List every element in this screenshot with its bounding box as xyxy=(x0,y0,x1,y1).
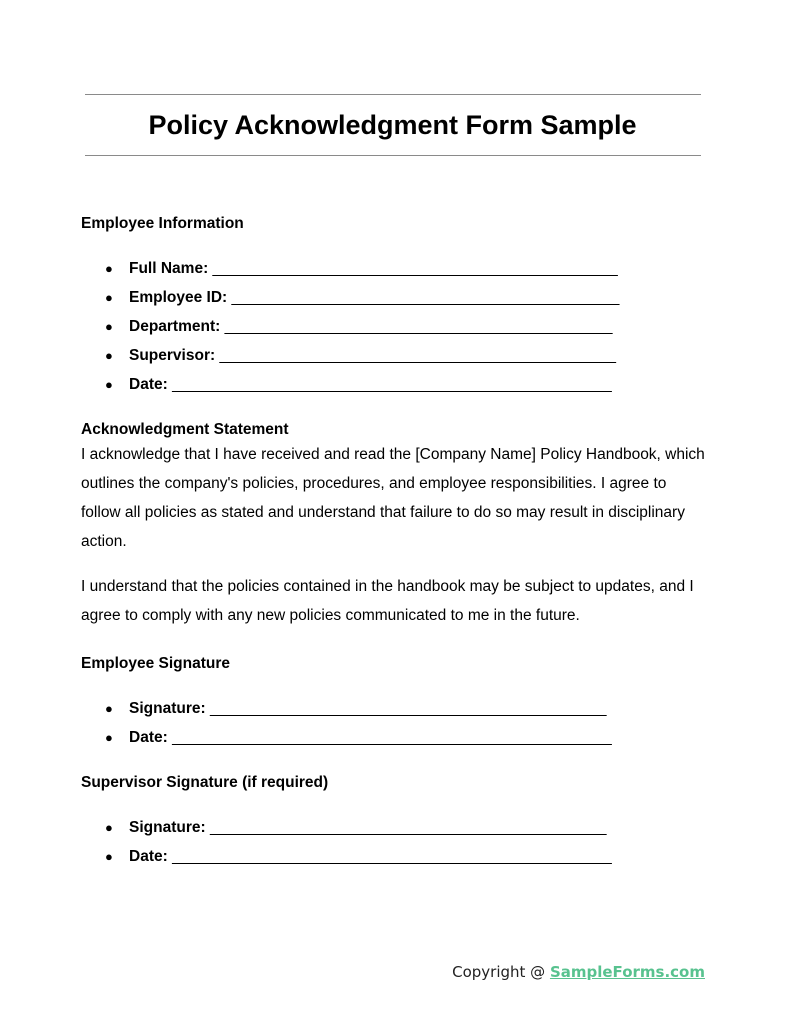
field-label-department: Department: xyxy=(129,318,221,335)
employee-signature-date-blank[interactable]: ___________________________________________________ xyxy=(172,729,612,746)
employee-signature-list xyxy=(81,694,711,752)
list-item[interactable] xyxy=(81,813,711,842)
field-label-date: Date: xyxy=(129,729,168,746)
supervisor-signature-blank[interactable]: ______________________________________________ xyxy=(209,819,607,836)
supervisor-signature-date-blank[interactable]: ___________________________________________________ xyxy=(172,848,612,865)
bullet-icon: ● xyxy=(105,849,113,864)
supervisor-signature-list xyxy=(81,813,711,871)
employee-id-blank[interactable]: _____________________________________________ xyxy=(231,289,620,306)
supervisor-blank[interactable]: ______________________________________________ xyxy=(219,347,616,364)
bullet-icon: ● xyxy=(105,319,113,334)
employee-signature-blank[interactable]: ______________________________________________ xyxy=(209,700,607,717)
bullet-icon: ● xyxy=(105,348,113,363)
list-item[interactable] xyxy=(81,694,711,723)
acknowledgment-paragraph-2: I understand that the policies contained in the handbook may be subject to updates, and I agree to comply with any new policies communicated to me in the future. xyxy=(81,578,694,624)
field-label-full-name: Full Name: xyxy=(129,260,209,277)
list-item[interactable] xyxy=(81,283,711,312)
field-label-signature: Signature: xyxy=(129,819,206,836)
supervisor-signature-section xyxy=(81,773,711,871)
title-top-divider xyxy=(85,94,701,95)
bullet-icon: ● xyxy=(105,701,113,716)
employee-information-section xyxy=(81,214,711,399)
brand-link[interactable]: SampleForms.com xyxy=(549,963,705,981)
list-item[interactable] xyxy=(81,254,711,283)
employee-information-heading: Employee Information xyxy=(81,215,244,232)
list-item[interactable] xyxy=(81,723,711,752)
full-name-blank[interactable]: _______________________________________________ xyxy=(212,260,618,277)
list-item[interactable] xyxy=(81,370,711,399)
field-label-signature: Signature: xyxy=(129,700,206,717)
copyright-footer xyxy=(452,961,705,983)
title-bottom-divider xyxy=(85,155,701,156)
supervisor-signature-heading: Supervisor Signature (if required) xyxy=(81,774,329,791)
list-item[interactable] xyxy=(81,341,711,370)
page-title: Policy Acknowledgment Form Sample xyxy=(148,110,637,140)
field-label-date: Date: xyxy=(129,376,168,393)
acknowledgment-heading: Acknowledgment Statement xyxy=(81,421,289,438)
list-item[interactable] xyxy=(81,842,711,871)
bullet-icon: ● xyxy=(105,290,113,305)
bullet-icon: ● xyxy=(105,377,113,392)
employee-signature-heading: Employee Signature xyxy=(81,655,231,672)
department-blank[interactable]: _____________________________________________ xyxy=(224,318,613,335)
bullet-icon: ● xyxy=(105,730,113,745)
field-label-employee-id: Employee ID: xyxy=(129,289,228,306)
date-blank[interactable]: ___________________________________________________ xyxy=(172,376,612,393)
bullet-icon: ● xyxy=(105,820,113,835)
acknowledgment-section xyxy=(81,420,711,630)
acknowledgment-paragraph-1: I acknowledge that I have received and read the [Company Name] Policy Handbook, which outlines the company's policies, procedures, and employee responsibilities. I agree to follow all policies as stated and understand that failure to do so may result in disciplinary action. xyxy=(81,446,705,550)
field-label-supervisor: Supervisor: xyxy=(129,347,216,364)
bullet-icon: ● xyxy=(105,261,113,276)
employee-information-list xyxy=(81,254,711,399)
copyright-prefix: Copyright @ xyxy=(452,963,550,981)
field-label-date: Date: xyxy=(129,848,168,865)
list-item[interactable] xyxy=(81,312,711,341)
employee-signature-section xyxy=(81,654,711,752)
